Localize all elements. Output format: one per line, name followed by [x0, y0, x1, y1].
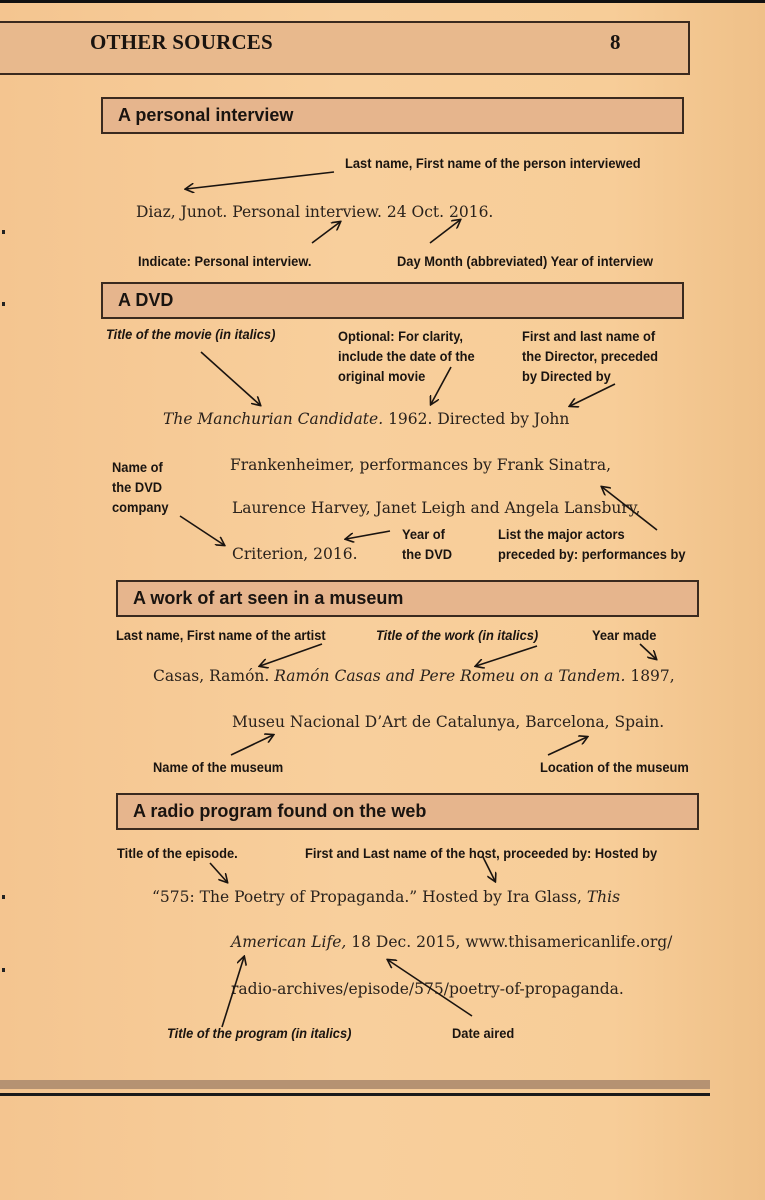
arrow — [260, 644, 322, 666]
annotation-line: Optional: For clarity, — [338, 328, 464, 344]
annotation-line: the DVD — [112, 479, 163, 495]
program-title-italic: This — [586, 888, 621, 906]
section-heading-dvd: A DVD — [101, 282, 684, 319]
citation-text: 1897, — [625, 667, 675, 685]
annotation-line: First and last name of — [522, 328, 656, 344]
annotation-line: by Directed by — [522, 368, 611, 384]
arrow — [222, 957, 244, 1027]
citation-text: “575: The Poetry of Propaganda.” Hosted by Ira Glass, — [152, 888, 587, 906]
annotation-program-title: Title of the program (in italics) — [167, 1025, 352, 1041]
footer-band — [0, 1080, 710, 1089]
annotation-work-title: Title of the work (in italics) — [376, 627, 539, 643]
annotation-indicate: Indicate: Personal interview. — [138, 253, 312, 269]
art-title-italic: Ramón Casas and Pere Romeu on a Tandem. — [274, 667, 626, 685]
annotation-interview-date: Day Month (abbreviated) Year of interview — [397, 253, 654, 269]
annotation-interviewee-name: Last name, First name of the person interviewed — [345, 155, 641, 171]
arrow — [231, 735, 273, 755]
citation-dvd-line-2: Frankenheimer, performances by Frank Sinatra, — [230, 456, 612, 474]
arrow — [570, 384, 615, 406]
annotation-year-made: Year made — [592, 627, 657, 643]
arrow — [476, 646, 537, 666]
citation-dvd-line-3: Laurence Harvey, Janet Leigh and Angela Lansbury, — [232, 499, 641, 517]
arrow — [210, 863, 227, 882]
arrow — [483, 857, 495, 881]
arrow — [602, 487, 657, 530]
annotation-line: Name of — [112, 459, 163, 475]
arrow — [388, 960, 472, 1016]
section-heading-radio: A radio program found on the web — [116, 793, 699, 830]
arrow — [346, 531, 390, 539]
citation-text: 1962. Directed by John — [383, 410, 570, 428]
annotation-line: the DVD — [402, 546, 453, 562]
annotation-line: Year of — [402, 526, 445, 542]
arrow — [201, 352, 260, 405]
annotation-line: include the date of the — [338, 348, 475, 364]
annotation-line: company — [112, 499, 169, 515]
footer-rule — [0, 1093, 710, 1096]
citation-art-line-2: Museu Nacional D’Art de Catalunya, Barcelona, Spain. — [232, 713, 665, 731]
annotation-host: First and Last name of the host, proceeded by: Hosted by — [305, 845, 658, 861]
citation-text: Casas, Ramón. — [153, 667, 275, 685]
arrow — [312, 222, 340, 243]
annotation-line: List the major actors — [498, 526, 625, 542]
arrow — [548, 737, 587, 755]
annotation-artist: Last name, First name of the artist — [116, 627, 326, 643]
chapter-title: OTHER SOURCES — [90, 30, 273, 54]
program-title-italic: American Life, — [231, 933, 347, 951]
citation-dvd-line-4: Criterion, 2016. — [232, 545, 358, 563]
citation-radio-line-3: radio-archives/episode/575/poetry-of-propaganda. — [231, 980, 624, 998]
annotation-museum: Name of the museum — [153, 759, 284, 775]
arrow — [180, 516, 224, 545]
annotation-episode: Title of the episode. — [117, 845, 238, 861]
page-number: 8 — [610, 30, 621, 54]
annotation-line: original movie — [338, 368, 426, 384]
section-heading-art: A work of art seen in a museum — [116, 580, 699, 617]
annotation-movie-title: Title of the movie (in italics) — [106, 326, 276, 342]
annotation-line: preceded by: performances by — [498, 546, 686, 562]
citation-interview: Diaz, Junot. Personal interview. 24 Oct. 2016. — [136, 203, 494, 221]
annotation-date-aired: Date aired — [452, 1025, 515, 1041]
section-heading-interview: A personal interview — [101, 97, 684, 134]
arrow — [186, 172, 334, 189]
citation-text: 18 Dec. 2015, www.thisamericanlife.org/ — [346, 933, 673, 951]
arrow — [640, 644, 656, 659]
arrow — [430, 220, 460, 243]
arrow — [431, 367, 451, 404]
annotation-line: the Director, preceded — [522, 348, 659, 364]
annotation-location: Location of the museum — [540, 759, 689, 775]
movie-title-italic: The Manchurian Candidate. — [163, 410, 384, 428]
